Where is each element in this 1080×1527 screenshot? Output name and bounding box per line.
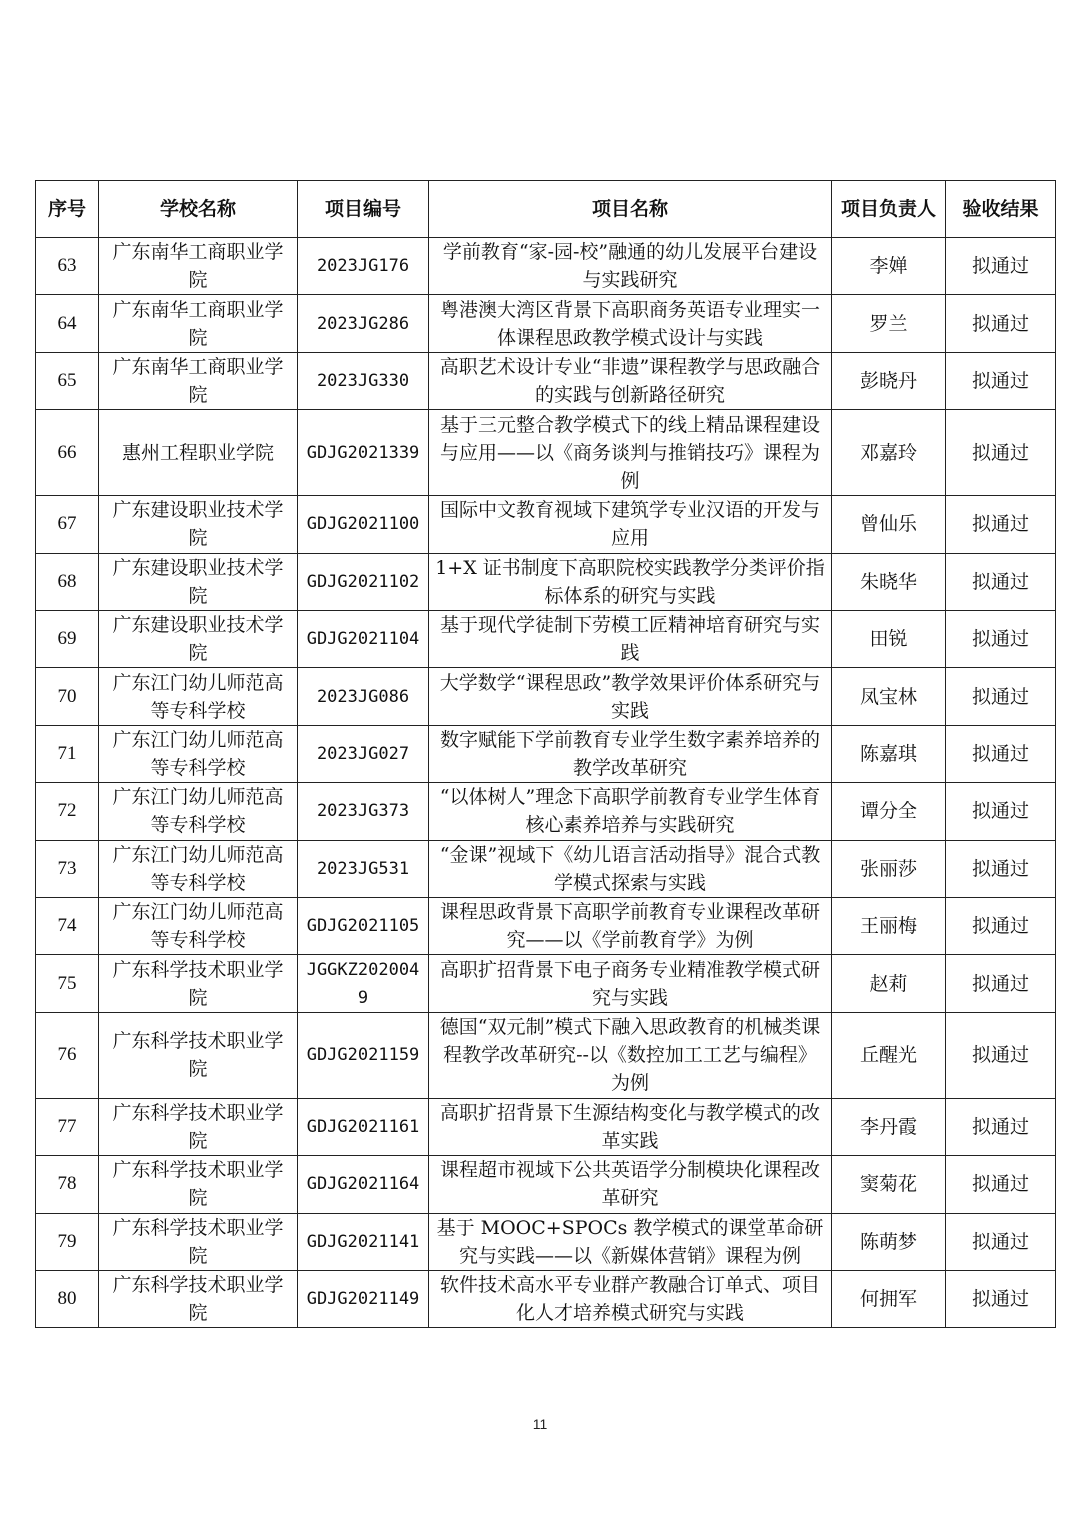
cell-school: 广东南华工商职业学院: [99, 352, 298, 409]
header-leader: 项目负责人: [832, 181, 946, 238]
cell-school: 广东江门幼儿师范高等专科学校: [99, 898, 298, 955]
table-row: [36, 1012, 1056, 1098]
cell-leader: 张丽莎: [832, 840, 946, 897]
cell-no: 71: [36, 725, 99, 782]
cell-no: 63: [36, 238, 99, 295]
cell-code: GDJG2021141: [298, 1213, 429, 1270]
cell-project-name: 学前教育“家-园-校”融通的幼儿发展平台建设与实践研究: [429, 238, 832, 295]
cell-school: 广东江门幼儿师范高等专科学校: [99, 840, 298, 897]
table-row: [36, 295, 1056, 352]
cell-project-name: 软件技术高水平专业群产教融合订单式、项目化人才培养模式研究与实践: [429, 1271, 832, 1328]
cell-leader: 赵莉: [832, 955, 946, 1012]
cell-leader: 凤宝林: [832, 668, 946, 725]
cell-school: 广东南华工商职业学院: [99, 295, 298, 352]
cell-no: 77: [36, 1098, 99, 1155]
cell-code: 2023JG176: [298, 238, 429, 295]
cell-project-name: 1+X 证书制度下高职院校实践教学分类评价指标体系的研究与实践: [429, 553, 832, 610]
table-row: [36, 668, 1056, 725]
cell-no: 70: [36, 668, 99, 725]
table-row: [36, 496, 1056, 553]
cell-no: 73: [36, 840, 99, 897]
cell-no: 80: [36, 1271, 99, 1328]
table-row: [36, 1271, 1056, 1328]
cell-code: GDJG2021104: [298, 611, 429, 668]
cell-no: 69: [36, 611, 99, 668]
cell-no: 65: [36, 352, 99, 409]
cell-code: 2023JG330: [298, 352, 429, 409]
cell-school: 广东科学技术职业学院: [99, 1012, 298, 1098]
cell-result: 拟通过: [946, 725, 1056, 782]
table-row: [36, 725, 1056, 782]
cell-project-name: 基于现代学徒制下劳模工匠精神培育研究与实践: [429, 611, 832, 668]
table-row: [36, 238, 1056, 295]
table-body: [36, 238, 1056, 1328]
cell-leader: 邓嘉玲: [832, 410, 946, 496]
cell-code: GDJG2021161: [298, 1098, 429, 1155]
table-row: [36, 840, 1056, 897]
cell-leader: 李婵: [832, 238, 946, 295]
cell-school: 广东科学技术职业学院: [99, 1156, 298, 1213]
cell-result: 拟通过: [946, 611, 1056, 668]
cell-leader: 彭晓丹: [832, 352, 946, 409]
cell-code: GDJG2021164: [298, 1156, 429, 1213]
header-school: 学校名称: [99, 181, 298, 238]
cell-result: 拟通过: [946, 1271, 1056, 1328]
cell-code: 2023JG531: [298, 840, 429, 897]
cell-school: 广东南华工商职业学院: [99, 238, 298, 295]
table-row: [36, 1156, 1056, 1213]
cell-result: 拟通过: [946, 295, 1056, 352]
cell-school: 广东科学技术职业学院: [99, 1098, 298, 1155]
table-row: [36, 898, 1056, 955]
cell-code: GDJG2021149: [298, 1271, 429, 1328]
cell-project-name: 课程超市视域下公共英语学分制模块化课程改革研究: [429, 1156, 832, 1213]
cell-result: 拟通过: [946, 898, 1056, 955]
cell-result: 拟通过: [946, 955, 1056, 1012]
cell-no: 72: [36, 783, 99, 840]
table-header-row: [36, 181, 1056, 238]
cell-project-name: 课程思政背景下高职学前教育专业课程改革研究——以《学前教育学》为例: [429, 898, 832, 955]
cell-code: 2023JG027: [298, 725, 429, 782]
cell-school: 广东科学技术职业学院: [99, 1271, 298, 1328]
cell-leader: 丘醒光: [832, 1012, 946, 1098]
cell-no: 64: [36, 295, 99, 352]
cell-leader: 王丽梅: [832, 898, 946, 955]
cell-project-name: 高职艺术设计专业“非遗”课程教学与思政融合的实践与创新路径研究: [429, 352, 832, 409]
cell-school: 广东江门幼儿师范高等专科学校: [99, 668, 298, 725]
cell-no: 75: [36, 955, 99, 1012]
table-row: [36, 553, 1056, 610]
cell-code: GDJG2021100: [298, 496, 429, 553]
cell-no: 76: [36, 1012, 99, 1098]
cell-leader: 陈萌梦: [832, 1213, 946, 1270]
cell-no: 79: [36, 1213, 99, 1270]
cell-project-name: 粤港澳大湾区背景下高职商务英语专业理实一体课程思政教学模式设计与实践: [429, 295, 832, 352]
table-row: [36, 352, 1056, 409]
cell-project-name: 基于三元整合教学模式下的线上精品课程建设与应用——以《商务谈判与推销技巧》课程为例: [429, 410, 832, 496]
cell-result: 拟通过: [946, 1012, 1056, 1098]
cell-project-name: 数字赋能下学前教育专业学生数字素养培养的教学改革研究: [429, 725, 832, 782]
cell-code: GDJG2021339: [298, 410, 429, 496]
header-project-name: 项目名称: [429, 181, 832, 238]
cell-project-name: 基于 MOOC+SPOCs 教学模式的课堂革命研究与实践——以《新媒体营销》课程为例: [429, 1213, 832, 1270]
cell-school: 广东建设职业技术学院: [99, 553, 298, 610]
cell-result: 拟通过: [946, 410, 1056, 496]
cell-result: 拟通过: [946, 238, 1056, 295]
cell-project-name: 高职扩招背景下生源结构变化与教学模式的改革实践: [429, 1098, 832, 1155]
cell-result: 拟通过: [946, 496, 1056, 553]
table-row: [36, 410, 1056, 496]
table-row: [36, 611, 1056, 668]
cell-project-name: 大学数学“课程思政”教学效果评价体系研究与实践: [429, 668, 832, 725]
cell-project-name: “以体树人”理念下高职学前教育专业学生体育核心素养培养与实践研究: [429, 783, 832, 840]
header-result: 验收结果: [946, 181, 1056, 238]
cell-no: 74: [36, 898, 99, 955]
cell-result: 拟通过: [946, 1156, 1056, 1213]
cell-no: 78: [36, 1156, 99, 1213]
table-row: [36, 1213, 1056, 1270]
cell-leader: 罗兰: [832, 295, 946, 352]
cell-result: 拟通过: [946, 668, 1056, 725]
table-row: [36, 1098, 1056, 1155]
header-no: 序号: [36, 181, 99, 238]
cell-project-name: 德国“双元制”模式下融入思政教育的机械类课程教学改革研究--以《数控加工工艺与编程》为例: [429, 1012, 832, 1098]
cell-project-name: “金课”视域下《幼儿语言活动指导》混合式教学模式探索与实践: [429, 840, 832, 897]
cell-result: 拟通过: [946, 783, 1056, 840]
cell-code: GDJG2021105: [298, 898, 429, 955]
cell-result: 拟通过: [946, 553, 1056, 610]
cell-result: 拟通过: [946, 1098, 1056, 1155]
cell-school: 广东科学技术职业学院: [99, 1213, 298, 1270]
cell-school: 广东江门幼儿师范高等专科学校: [99, 783, 298, 840]
cell-school: 广东建设职业技术学院: [99, 496, 298, 553]
cell-leader: 朱晓华: [832, 553, 946, 610]
page-number: 11: [532, 1416, 548, 1432]
cell-code: 2023JG286: [298, 295, 429, 352]
cell-leader: 陈嘉琪: [832, 725, 946, 782]
cell-code: JGGKZ2020049: [298, 955, 429, 1012]
cell-code: 2023JG086: [298, 668, 429, 725]
cell-result: 拟通过: [946, 352, 1056, 409]
cell-school: 广东江门幼儿师范高等专科学校: [99, 725, 298, 782]
cell-code: 2023JG373: [298, 783, 429, 840]
cell-leader: 李丹霞: [832, 1098, 946, 1155]
cell-project-name: 高职扩招背景下电子商务专业精准教学模式研究与实践: [429, 955, 832, 1012]
cell-leader: 田锐: [832, 611, 946, 668]
cell-leader: 何拥军: [832, 1271, 946, 1328]
cell-result: 拟通过: [946, 840, 1056, 897]
cell-code: GDJG2021159: [298, 1012, 429, 1098]
cell-leader: 曾仙乐: [832, 496, 946, 553]
project-acceptance-table: [35, 180, 1056, 1328]
table-row: [36, 783, 1056, 840]
cell-no: 67: [36, 496, 99, 553]
cell-school: 广东建设职业技术学院: [99, 611, 298, 668]
cell-code: GDJG2021102: [298, 553, 429, 610]
cell-leader: 谭分全: [832, 783, 946, 840]
cell-school: 惠州工程职业学院: [99, 410, 298, 496]
table-row: [36, 955, 1056, 1012]
cell-no: 68: [36, 553, 99, 610]
cell-project-name: 国际中文教育视域下建筑学专业汉语的开发与应用: [429, 496, 832, 553]
cell-no: 66: [36, 410, 99, 496]
cell-leader: 窦菊花: [832, 1156, 946, 1213]
cell-school: 广东科学技术职业学院: [99, 955, 298, 1012]
header-code: 项目编号: [298, 181, 429, 238]
cell-result: 拟通过: [946, 1213, 1056, 1270]
